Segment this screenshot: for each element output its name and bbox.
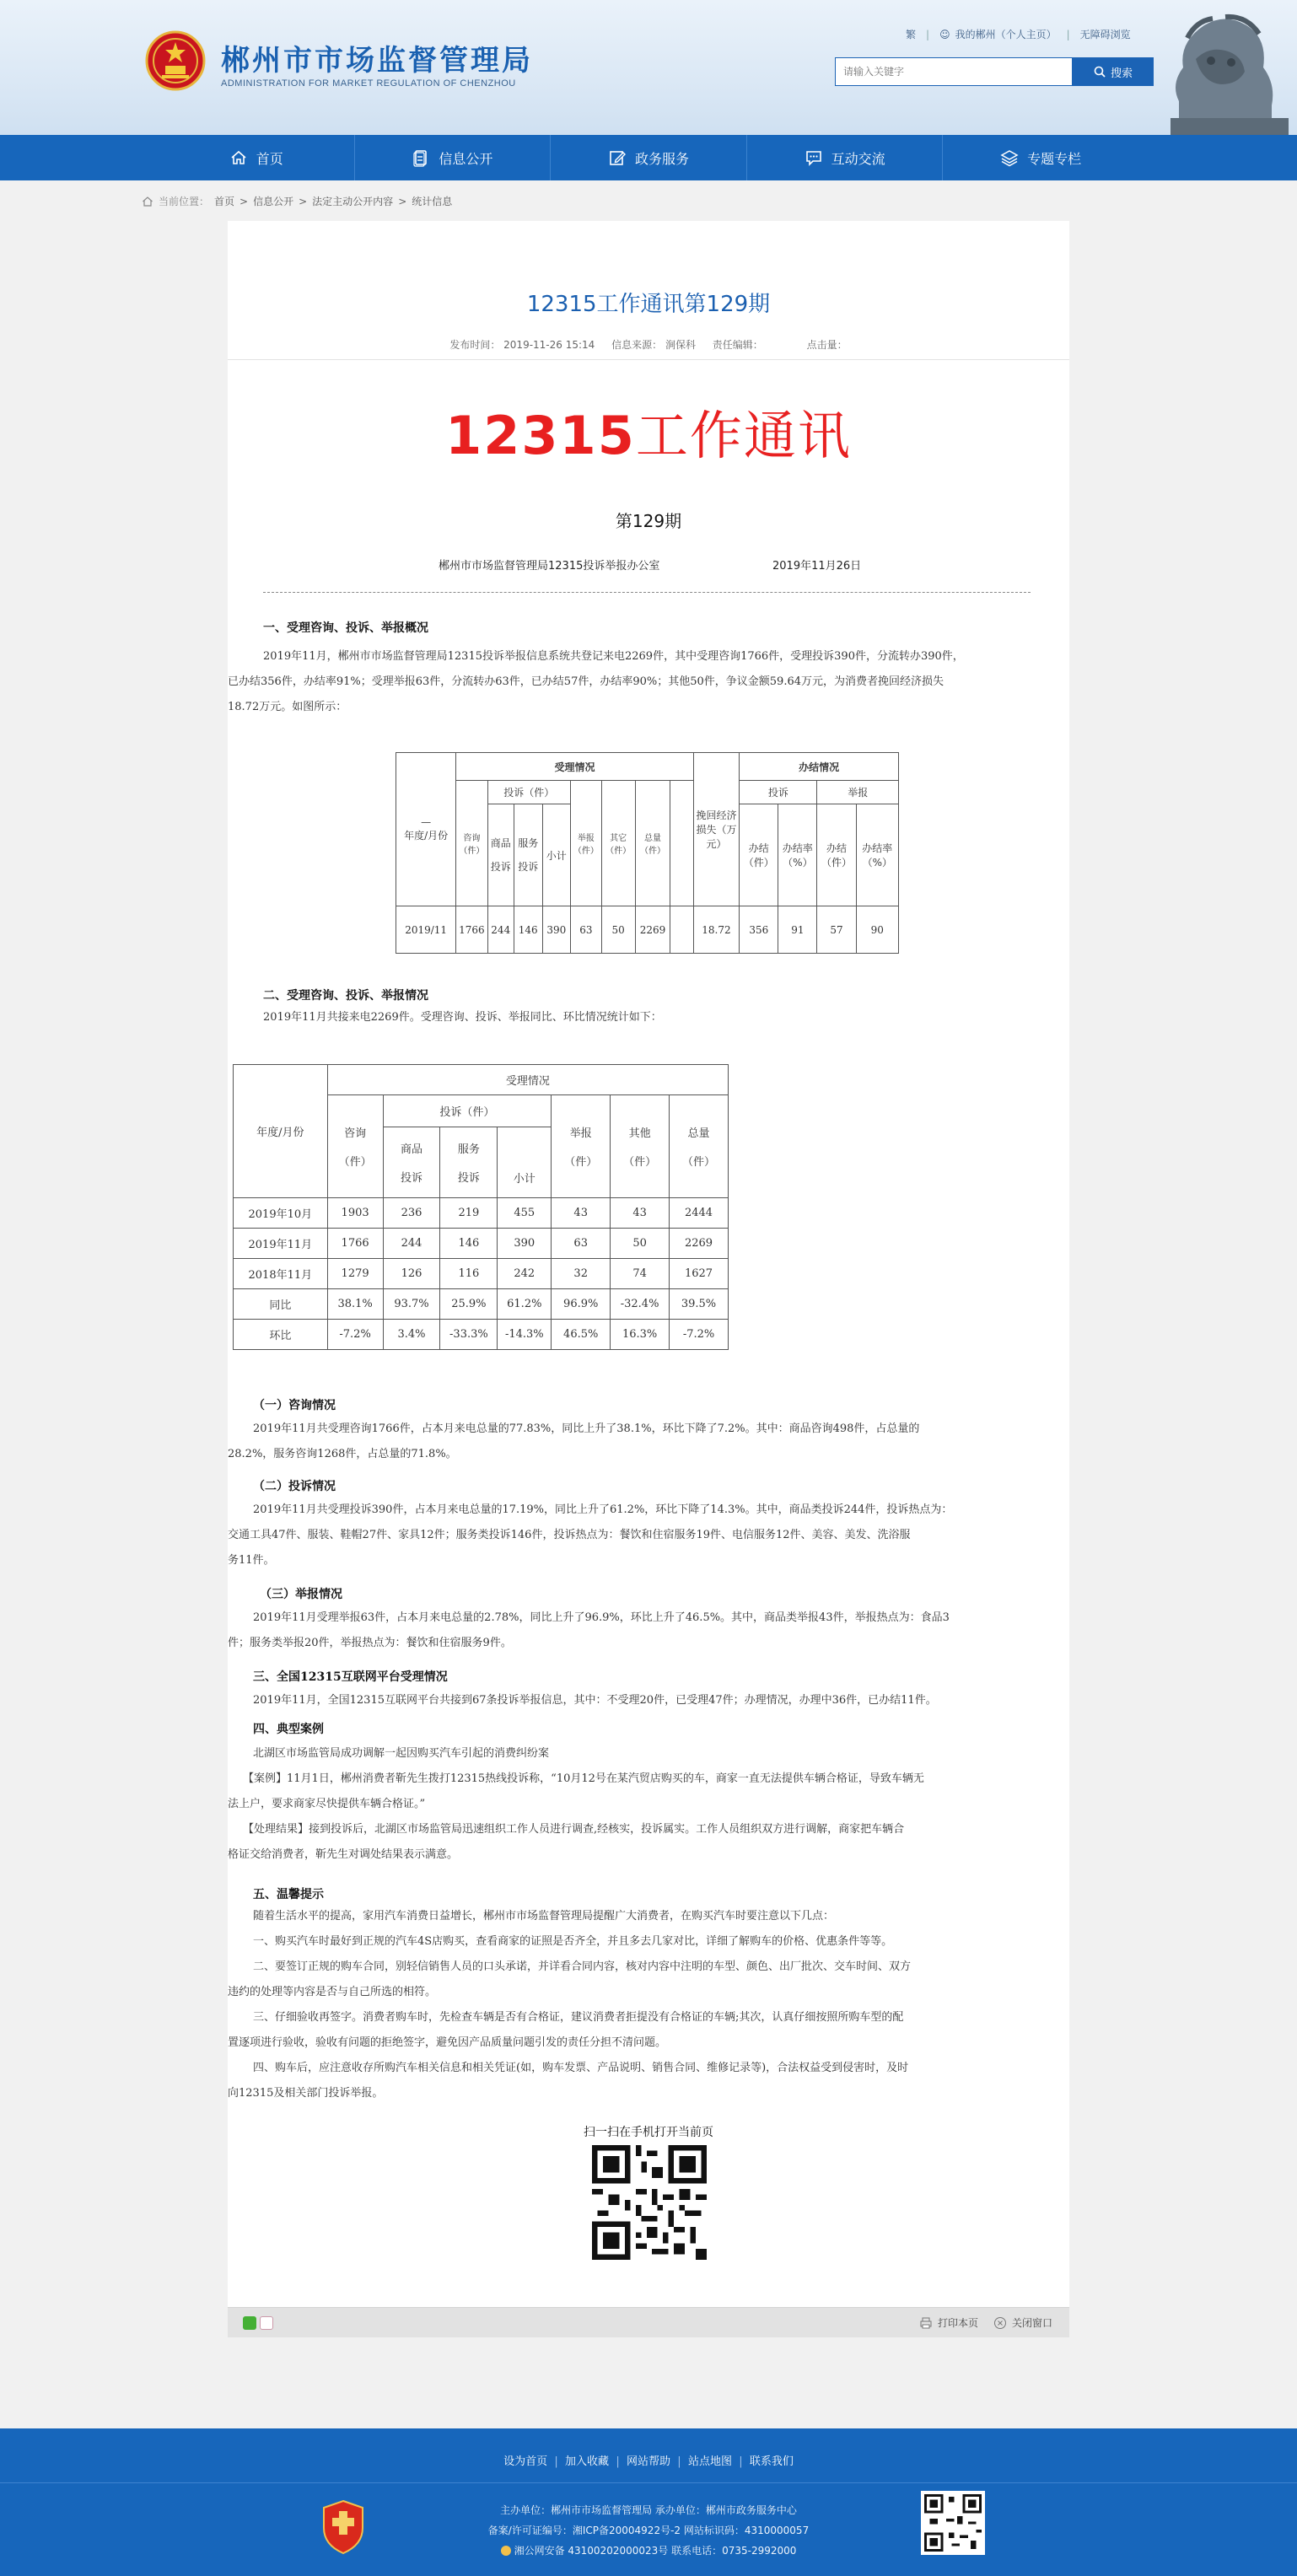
section-heading: 四、典型案例 (253, 1723, 324, 1736)
table-cell: 2019年11月 (234, 1229, 328, 1259)
paragraph-line: 【案例】11月1日，郴州消费者靳先生拨打12315热线投诉称，“10月12号在某汽贸店购买的车，商家一直无法提供车辆合格证，导致车辆无 (243, 1772, 924, 1785)
paragraph (228, 1767, 1069, 1868)
table-cell: 2018年11月 (234, 1259, 328, 1289)
table-row (234, 1229, 729, 1259)
table-header: 投诉（件） (383, 1095, 552, 1127)
table-cell: -14.3% (498, 1320, 552, 1350)
table-cell (670, 906, 693, 954)
section-heading: 一、受理咨询、投诉、举报概况 (263, 621, 428, 635)
print-button[interactable] (919, 2315, 978, 2330)
table-header (383, 1127, 440, 1198)
site-header (0, 0, 1297, 135)
table-cell: 43 (552, 1198, 611, 1229)
search-button-label: 搜索 (1110, 67, 1133, 80)
table-cell: 242 (498, 1259, 552, 1289)
divider: | (551, 2455, 562, 2468)
qr-code-icon (592, 2145, 707, 2260)
search-input[interactable] (835, 57, 1073, 86)
paragraph-line: 已办结356件，办结率91%；受理举报63件，分流转办63件，已办结57件，办结率90%；其他50件，争议金额59.64万元，为消费者挽回经济损失 (228, 675, 944, 688)
table-header-unit: （件） (682, 1156, 716, 1169)
table-cell: 43 (611, 1198, 670, 1229)
table-cell: 46.5% (552, 1320, 611, 1350)
table-header-text: 商品 (400, 1143, 422, 1156)
paragraph-line: 2019年11月共受理投诉390件，占本月来电总量的17.19%，同比上升了61.2%，环比下降了14.3%。其中，商品类投诉244件，投诉热点为： (253, 1503, 953, 1516)
breadcrumb-item[interactable]: 首页 (214, 196, 235, 207)
table-header-text: 服务 (457, 1143, 480, 1156)
paragraph-line: 四、购车后，应注意收存所购汽车相关信息和相关凭证(如，购车发票、产品说明、销售合同、维修记录等)，合法权益受到侵害时，及时 (253, 2062, 909, 2074)
table-cell: 2019年10月 (234, 1198, 328, 1229)
table-cell: 356 (740, 906, 778, 954)
table-cell: 25.9% (440, 1289, 498, 1320)
issue-date: 2019年11月26日 (772, 560, 862, 573)
table-cell: 63 (552, 1229, 611, 1259)
dashed-divider (263, 592, 1031, 593)
wechat-share-icon[interactable] (243, 2316, 256, 2330)
paragraph-line: 28.2%，服务咨询1268件，占总量的71.8%。 (228, 1448, 457, 1460)
table-cell: 1279 (327, 1259, 383, 1289)
nav-item-services[interactable] (550, 135, 746, 180)
table-header: 总量（件） (635, 781, 670, 906)
table-header: 办结（件） (740, 804, 778, 906)
table-cell: -7.2% (670, 1320, 729, 1350)
paragraph (228, 1498, 1069, 1573)
paragraph-line: 交通工具47件、服装、鞋帽27件、家具12件；服务类投诉146件，投诉热点为：餐饮和住宿服务19件、电信服务12件、美容、美发、洗浴服 (228, 1529, 911, 1541)
table-cell: 61.2% (498, 1289, 552, 1320)
table-cell: 50 (601, 906, 635, 954)
table-header: 挽回经济损失（万元） (693, 753, 740, 906)
table-cell: 3.4% (383, 1320, 440, 1350)
edit-icon (608, 148, 627, 167)
paragraph-line: 置逐项进行验收，验收有问题的拒绝签字，避免因产品质量问题引发的责任分担不清问题。 (228, 2036, 667, 2049)
paragraph-line: 三、仔细验收再签字。消费者购车时，先检查车辆是否有合格证，建议消费者拒提没有合格证的车辆;其次，认真仔细按照所购车型的配 (253, 2011, 904, 2024)
table-cell: 环比 (234, 1320, 328, 1350)
table-cell: 同比 (234, 1289, 328, 1320)
table-header: 小计 (498, 1158, 552, 1198)
table-header: 年度/月份 (234, 1065, 328, 1198)
table-header: 小计 (542, 804, 571, 906)
info-source: 信息来源： 涧保科 (611, 339, 696, 351)
nav-item-label: 政务服务 (634, 150, 689, 167)
table-cell: 390 (498, 1229, 552, 1259)
breadcrumb-item[interactable]: 统计信息 (412, 196, 453, 207)
close-label: 关闭窗口 (1011, 2317, 1052, 2329)
paragraph (228, 1605, 1069, 1656)
table-cell: 96.9% (552, 1289, 611, 1320)
divider (228, 359, 1069, 360)
paragraph-line: 18.72万元。如图所示： (228, 701, 347, 713)
search-icon (1094, 66, 1106, 78)
table-header-unit: （件） (338, 1156, 372, 1169)
table-cell: -33.3% (440, 1320, 498, 1350)
footer-link[interactable]: 网站帮助 (626, 2455, 670, 2468)
paragraph-line: 二、要签订正规的购车合同，别轻信销售人员的口头承诺，并详看合同内容，核对内容中注明的车型、颜色、出厂批次、交车时间、双方 (253, 1960, 912, 1973)
accessibility-link[interactable]: 无障碍浏览 (1079, 29, 1131, 40)
home-icon (229, 148, 248, 167)
table-header: 受理情况 (327, 1065, 728, 1095)
stone-lion-image (1145, 0, 1289, 135)
printer-icon (919, 2316, 933, 2330)
period-header: 年度/月份 (404, 830, 449, 842)
table-row (234, 1259, 729, 1289)
table-header: 投诉 (740, 781, 817, 804)
footer-police-text: 湘公网安备 43100202000023号 联系电话：0735-2992000 (514, 2545, 797, 2557)
table-header (498, 1127, 552, 1158)
table-header: 服务投诉 (514, 804, 542, 906)
qr-caption: 扫一扫在手机打开当前页 (584, 2126, 713, 2139)
table-cell: 38.1% (327, 1289, 383, 1320)
table-cell: 50 (611, 1229, 670, 1259)
paragraph-line: 2019年11月受理举报63件，占本月来电总量的2.78%，同比上升了96.9%，环比上升了46.5%。其中，商品类举报43件，举报热点为：食品3 (253, 1611, 950, 1624)
footer-sponsor: 主办单位：郴州市市场监督管理局 承办单位：郴州市政务服务中心 (500, 2504, 797, 2516)
table-header: 其它（件） (601, 781, 635, 906)
divider (0, 2482, 1297, 2483)
breadcrumb-item[interactable]: 信息公开 (253, 196, 294, 207)
user-icon: ☺ (939, 28, 950, 40)
paragraph-line: 格证交给消费者，靳先生对调处结果表示满意。 (228, 1848, 459, 1861)
paragraph-line: 一、购买汽车时最好到正规的汽车4S店购买，查看商家的证照是否齐全，并且多去几家对比，详细了解购车的价格、优惠条件等等。 (253, 1935, 893, 1948)
table-row (234, 1320, 729, 1350)
nav-item-label: 专题专栏 (1027, 150, 1082, 167)
breadcrumb-separator: > (239, 195, 249, 207)
table-cell: 126 (383, 1259, 440, 1289)
table-cell: 455 (498, 1198, 552, 1229)
table-row (396, 906, 899, 954)
banner-number: 12315 (445, 405, 636, 466)
share-buttons (243, 2316, 273, 2330)
section-heading: 二、受理咨询、投诉、举报情况 (263, 989, 428, 1003)
traditional-chinese-link[interactable]: 繁 (906, 29, 917, 40)
table-header-text: 总量 (687, 1127, 710, 1140)
table-header-unit: （件） (564, 1156, 598, 1169)
breadcrumb-separator: > (398, 195, 407, 207)
table-cell: 390 (542, 906, 571, 954)
breadcrumb (142, 194, 452, 208)
subsection-heading: （二）投诉情况 (253, 1480, 336, 1493)
layers-icon (1000, 148, 1019, 167)
divider: | (926, 28, 930, 40)
table-cell: 2269 (635, 906, 670, 954)
paragraph: 2019年11月，全国12315互联网平台共接到67条投诉举报信息，其中：不受理20件，已受理47件；办理情况，办理中36件，已办结11件。 (253, 1694, 937, 1707)
table-cell: 1766 (456, 906, 487, 954)
paragraph-line: 向12315及相关部门投诉举报。 (228, 2087, 384, 2100)
divider: | (674, 2455, 685, 2468)
national-emblem-icon (145, 30, 206, 91)
table-cell: 244 (487, 906, 514, 954)
breadcrumb-prefix: 当前位置： (159, 196, 210, 207)
paragraph-line: 件；服务类举报20件，举报热点为：餐饮和住宿服务9件。 (228, 1637, 512, 1649)
table-cell: 1627 (670, 1259, 729, 1289)
paragraph (228, 644, 1069, 720)
table-cell: 2444 (670, 1198, 729, 1229)
footer-link[interactable]: 站点地图 (687, 2455, 732, 2468)
paragraph: 2019年11月共接来电2269件。受理咨询、投诉、举报同比、环比情况统计如下： (263, 1011, 662, 1024)
divider: | (735, 2455, 746, 2468)
subsection-heading: （三）举报情况 (260, 1588, 342, 1601)
footer-links (0, 2452, 1297, 2468)
case-title: 北湖区市场监管局成功调解一起因购买汽车引起的消费纠纷案 (253, 1747, 550, 1760)
table-header (327, 1095, 383, 1198)
table-header: 办结（件） (817, 804, 856, 906)
table-cell: 236 (383, 1198, 440, 1229)
table-header: 咨询（件） (456, 781, 487, 906)
home-icon (142, 196, 153, 207)
my-chenzhou-link[interactable]: 我的郴州（个人主页） (955, 29, 1057, 40)
publish-time: 发布时间： 2019-11-26 15:14 (449, 339, 595, 351)
main-nav (0, 135, 1297, 180)
table-cell: 90 (856, 906, 898, 954)
nav-item-label: 互动交流 (831, 150, 885, 167)
table-header-text: 投诉 (457, 1172, 480, 1185)
nav-item-label: 信息公开 (439, 150, 493, 167)
weibo-share-icon[interactable] (260, 2316, 273, 2330)
issue-number: 第129期 (615, 511, 682, 531)
nav-item-topics[interactable] (942, 135, 1138, 180)
paragraph-line: 2019年11月共受理咨询1766件，占本月来电总量的77.83%，同比上升了38.1%，环比下降了7.2%。其中：商品咨询498件，占总量的 (253, 1422, 920, 1435)
section-heading: 三、全国12315互联网平台受理情况 (253, 1670, 448, 1684)
table-cell: 116 (440, 1259, 498, 1289)
table-cell: 219 (440, 1198, 498, 1229)
subsection-heading: （一）咨询情况 (253, 1399, 336, 1412)
table-header (440, 1127, 498, 1198)
nav-item-home[interactable] (159, 135, 354, 180)
table-header: 举报 (817, 781, 899, 804)
footer-icp: 备案/许可证编号：湘ICP备20004922号-2 网站标识码：4310000057 (487, 2525, 810, 2536)
table-cell: 1766 (327, 1229, 383, 1259)
site-subtitle: ADMINISTRATION FOR MARKET REGULATION OF CHENZHOU (221, 78, 516, 89)
article-meta (228, 337, 1069, 352)
document-icon (412, 148, 430, 167)
police-badge-icon (501, 2546, 511, 2556)
newsletter-banner (228, 394, 1069, 469)
table-cell: -7.2% (327, 1320, 383, 1350)
chat-icon (805, 148, 823, 167)
table-header (396, 753, 456, 906)
table-cell: -32.4% (611, 1289, 670, 1320)
nav-item-info[interactable] (354, 135, 551, 180)
table-cell: 57 (817, 906, 856, 954)
footer-police (0, 2543, 1297, 2557)
table-cell: 32 (552, 1259, 611, 1289)
close-window-button[interactable] (993, 2315, 1052, 2330)
divider: | (1066, 28, 1070, 40)
table-header-text: 其他 (628, 1127, 651, 1140)
table-header: 投诉（件） (487, 781, 571, 804)
paragraph-line: 法上户，要求商家尽快提供车辆合格证。” (228, 1798, 426, 1810)
table-header (552, 1095, 611, 1198)
editor: 责任编辑： (712, 339, 763, 351)
banner-text: 工作通讯 (635, 405, 852, 466)
footer-link[interactable]: 加入收藏 (565, 2455, 610, 2468)
footer-link[interactable]: 联系我们 (749, 2455, 794, 2468)
table-header-unit: （件） (623, 1156, 657, 1169)
table-header-text: 投诉 (400, 1172, 422, 1185)
table-cell: 91 (778, 906, 817, 954)
table-header: 办结率（%） (856, 804, 898, 906)
table-cell: 146 (514, 906, 542, 954)
article-container (228, 221, 1069, 2337)
search-bar (835, 57, 1154, 86)
breadcrumb-item[interactable]: 法定主动公开内容 (312, 196, 394, 207)
comparison-table (233, 1064, 729, 1350)
breadcrumb-separator: > (299, 195, 308, 207)
table-header: 办结率（%） (778, 804, 817, 906)
table-cell: 18.72 (693, 906, 740, 954)
paragraph (228, 1417, 1069, 1467)
article-toolbar (228, 2307, 1069, 2337)
table-header (611, 1095, 670, 1198)
period-mark: — (421, 816, 432, 828)
paragraph-line: 违约的处理等内容是否与自己所选的相符。 (228, 1986, 437, 1998)
table-cell: 63 (571, 906, 602, 954)
paragraph (228, 1904, 1069, 2106)
footer-link[interactable]: 设为首页 (503, 2455, 548, 2468)
table-cell: 1903 (327, 1198, 383, 1229)
nav-item-interaction[interactable] (746, 135, 943, 180)
table-header: 办结情况 (740, 753, 899, 781)
table-cell: 93.7% (383, 1289, 440, 1320)
table-header-text: 咨询 (344, 1127, 367, 1140)
site-footer (0, 2428, 1297, 2576)
paragraph-line: 务11件。 (228, 1554, 275, 1567)
table-header (670, 1095, 729, 1198)
summary-table (396, 752, 899, 954)
table-cell: 74 (611, 1259, 670, 1289)
table-header: 受理情况 (456, 753, 693, 781)
office-name: 郴州市市场监督管理局12315投诉举报办公室 (439, 560, 660, 573)
print-label: 打印本页 (937, 2317, 978, 2329)
view-count: 点击量： (806, 339, 848, 351)
table-header: 商品投诉 (487, 804, 514, 906)
close-icon (993, 2316, 1007, 2330)
site-title: 郴州市市场监督管理局 (221, 44, 533, 78)
table-cell: 39.5% (670, 1289, 729, 1320)
table-header: 举报（件） (571, 781, 602, 906)
table-cell: 244 (383, 1229, 440, 1259)
footer-qr-code-icon (921, 2491, 985, 2555)
table-row (234, 1289, 729, 1320)
paragraph-line: 【处理结果】接到投诉后，北湖区市场监管局迅速组织工作人员进行调查,经核实，投诉属实。工作人员组织双方进行调解，商家把车辆合 (243, 1823, 905, 1836)
search-button[interactable] (1073, 57, 1154, 86)
table-cell: 2269 (670, 1229, 729, 1259)
table-cell: 2019/11 (396, 906, 456, 954)
table-header (670, 781, 693, 906)
table-row (234, 1198, 729, 1229)
divider: | (612, 2455, 623, 2468)
table-cell: 146 (440, 1229, 498, 1259)
paragraph-line: 2019年11月，郴州市市场监督管理局12315投诉举报信息系统共登记来电2269件，其中受理咨询1766件，受理投诉390件，分流转办390件， (263, 650, 964, 663)
table-cell: 16.3% (611, 1320, 670, 1350)
section-heading: 五、温馨提示 (253, 1888, 324, 1901)
article-title: 12315工作通讯第129期 (526, 292, 771, 317)
nav-item-label: 首页 (256, 150, 283, 167)
table-header-text: 举报 (569, 1127, 592, 1140)
top-links (906, 27, 1131, 41)
paragraph-line: 随着生活水平的提高，家用汽车消费日益增长，郴州市市场监督管理局提醒广大消费者，在购买汽车时要注意以下几点： (253, 1910, 835, 1923)
